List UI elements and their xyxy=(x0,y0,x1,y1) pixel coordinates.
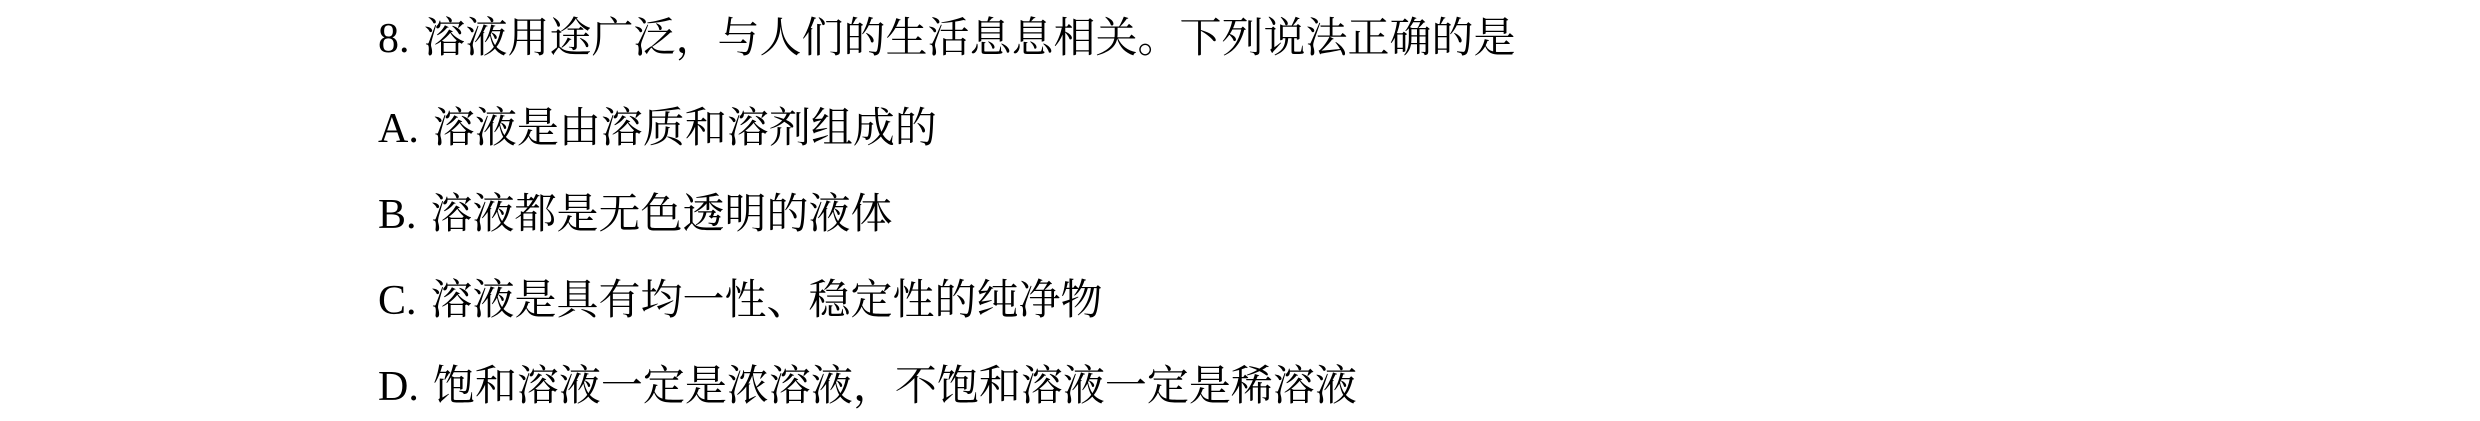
question-number: 8. xyxy=(378,16,410,62)
option-b xyxy=(378,186,893,242)
option-d-label: D. xyxy=(378,364,419,410)
option-a-text: 溶液是由溶质和溶剂组成的 xyxy=(432,103,937,152)
question-stem xyxy=(378,10,1516,66)
option-b-label: B. xyxy=(378,192,417,238)
option-c-text: 溶液是具有均一性、稳定性的纯净物 xyxy=(430,275,1103,324)
option-c-label: C. xyxy=(378,278,417,324)
option-d xyxy=(378,358,1357,414)
option-b-text: 溶液都是无色透明的液体 xyxy=(430,189,893,238)
option-a-label: A. xyxy=(378,106,419,152)
option-c xyxy=(378,272,1103,328)
question-stem-text: 溶液用途广泛，与人们的生活息息相关。下列说法正确的是 xyxy=(423,13,1516,62)
option-a xyxy=(378,100,937,156)
option-d-text: 饱和溶液一定是浓溶液，不饱和溶液一定是稀溶液 xyxy=(432,361,1357,410)
